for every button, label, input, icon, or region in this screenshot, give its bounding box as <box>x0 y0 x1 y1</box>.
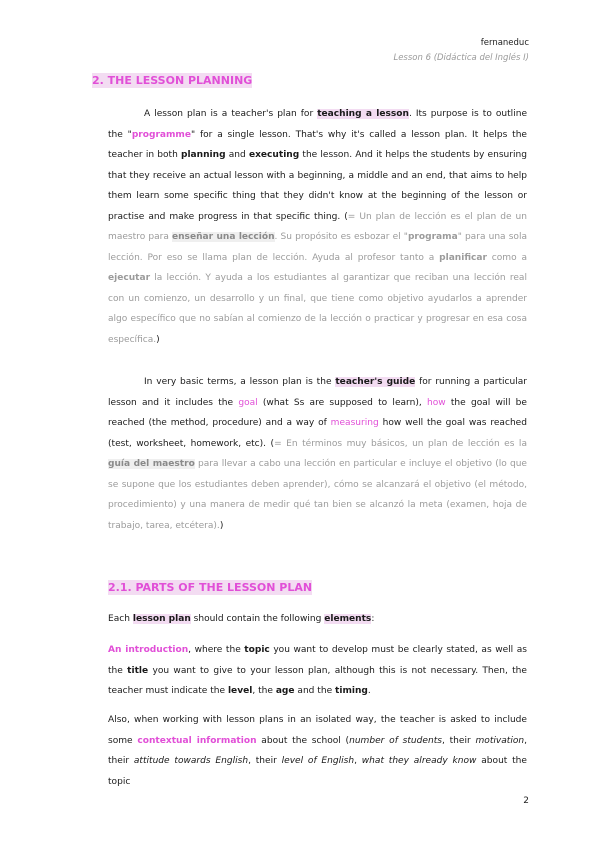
paragraph-contextual-info <box>108 710 527 792</box>
bold-executing: executing <box>248 150 300 160</box>
italic-motivation: motivation <box>475 735 525 746</box>
text-run: In very basic terms, a lesson plan is the <box>144 377 336 387</box>
highlight-elements: elements <box>324 614 372 624</box>
text-run: : <box>371 614 375 624</box>
spanish-translation: . Su propósito es esbozar el " <box>274 232 408 242</box>
paragraph-introduction <box>108 640 527 702</box>
bold-planning: planning <box>180 150 226 160</box>
text-run: you want to develop must be clearly stated, as well as the <box>108 645 527 676</box>
spanish-translation: = Un plan de lección es el plan de un maestro para <box>108 211 528 242</box>
highlight-lesson-plan: lesson plan <box>132 614 191 624</box>
pink-an-introduction: An introduction <box>108 645 189 655</box>
text-run: the goal will be reached (the method, procedure) and a way of <box>108 397 527 428</box>
spanish-translation: como a <box>486 252 528 263</box>
text-run: A lesson plan is a teacher's plan for <box>144 109 318 119</box>
spanish-highlight-guia: guía del maestro <box>108 459 195 469</box>
text-run: for running a particular lesson and it includes the <box>108 377 527 408</box>
bold-topic: topic <box>244 645 270 655</box>
text-run: and the <box>294 686 336 696</box>
header-author: fernaneduc <box>480 38 529 48</box>
text-run: ) <box>156 334 160 345</box>
header-lesson-title: Lesson 6 (Didáctica del Inglés I) <box>393 53 529 63</box>
italic-attitude: attitude towards English <box>133 756 249 766</box>
text-run: , the <box>252 686 276 696</box>
section-heading <box>92 74 252 87</box>
text-run: about the school ( <box>256 735 350 746</box>
text-run: " for a single lesson. That's why it's called a lesson plan. It helps the teacher in both <box>108 129 527 160</box>
subsection-heading-text: 2.1. PARTS OF THE LESSON PLAN <box>108 581 313 594</box>
text-run: , their <box>248 756 282 766</box>
bold-level: level <box>227 686 253 696</box>
paragraph-basic-terms <box>108 372 527 536</box>
section-heading-text: 2. THE LESSON PLANNING <box>92 74 253 87</box>
bold-timing: timing <box>335 686 368 696</box>
bold-title: title <box>127 665 149 676</box>
pink-contextual-information: contextual information <box>137 735 257 746</box>
spanish-translation: " para una sola lección. Por eso se llama plan de lección. Ayuda al profesor tanto a <box>108 232 528 263</box>
spanish-translation: para llevar a cabo una lección en particular e incluye el objetivo (lo que se supone que los estudiantes deben aprender), cómo se alcanzará el objetivo (el método, procedimiento) y una manera de medir qué tan bien se alcanzó la meta (examen, hoja de trabajo, tarea, etcétera). <box>108 459 527 531</box>
page-number: 2 <box>523 796 529 806</box>
subsection-heading <box>108 581 312 594</box>
text-run: ) <box>219 520 224 531</box>
paragraph-elements-intro <box>108 609 527 630</box>
text-run: , <box>354 756 362 766</box>
text-run: should contain the following <box>190 614 325 624</box>
spanish-translation: la lección. Y ayuda a los estudiantes al garantizar que reciban una lección real con un comienzo, un desarrollo y un final, que tiene como objetivo ayudarlos a aprender algo específico que no sabían al comienzo de la lección o practicar y progresar en esa cosa específica. <box>108 273 527 345</box>
text-run: , their <box>441 735 476 746</box>
text-run: , where the <box>188 645 245 655</box>
text-run: how well the goal was reached (test, worksheet, homework, etc). ( <box>108 418 527 449</box>
highlight-teachers-guide: teacher's guide <box>335 377 416 387</box>
pink-goal: goal <box>238 397 258 408</box>
paragraph-lesson-plan-definition <box>108 104 527 350</box>
text-run: and <box>225 150 249 160</box>
text-run: the lesson. And it helps the students by ensuring that they receive an actual lesson with a beginning, a middle and an end, that aims to help them learn some specific thing that they didn't know at the beginning of the lesson or practise and make progress in that specific thing. ( <box>108 150 527 222</box>
italic-level-of-english: level of English <box>281 756 355 766</box>
bold-age: age <box>275 686 295 696</box>
pink-measuring: measuring <box>330 418 379 428</box>
text-run: . Its purpose is to outline the " <box>108 109 528 140</box>
text-run: Also, when working with lesson plans in an isolated way, the teacher is asked to include some <box>108 715 527 746</box>
highlight-teaching-a-lesson: teaching a lesson <box>317 109 409 119</box>
text-run: you want to give to your lesson plan, although this is not necessary. Then, the teacher must indicate the <box>108 665 527 696</box>
text-run: about the topic <box>108 756 527 787</box>
italic-what-they-know: what they already know <box>361 756 477 766</box>
highlight-programme: programme <box>131 129 191 140</box>
pink-how: how <box>426 397 446 408</box>
text-run: . <box>367 686 371 696</box>
spanish-translation: = En términos muy básicos, un plan de lección es la <box>274 438 527 449</box>
text-run: (what Ss are supposed to learn), <box>257 397 427 408</box>
spanish-highlight-ensenar: enseñar una lección <box>171 232 275 242</box>
text-run: , their <box>108 735 527 766</box>
spanish-bold-planificar: planificar <box>439 252 487 263</box>
spanish-bold-programa: programa <box>407 232 458 242</box>
spanish-bold-ejecutar: ejecutar <box>108 273 151 283</box>
italic-number-of-students: number of students <box>349 735 442 746</box>
text-run: Each <box>108 614 133 624</box>
